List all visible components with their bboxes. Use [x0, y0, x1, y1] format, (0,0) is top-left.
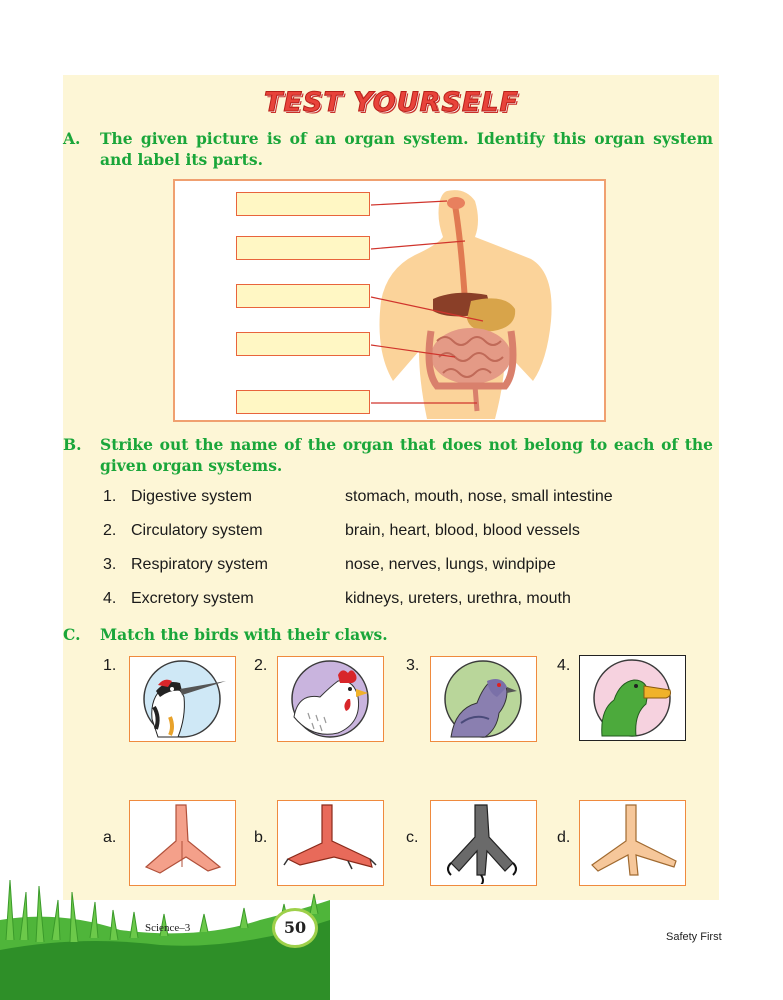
mouth-shape — [447, 197, 465, 209]
label-box-4[interactable] — [236, 332, 370, 356]
label-box-5[interactable] — [236, 390, 370, 414]
section-a-question: The given picture is of an organ system. Identify this organ system and label its parts. — [100, 129, 713, 169]
pigeon-icon — [431, 657, 535, 740]
label-box-2[interactable] — [236, 236, 370, 260]
bird-card-woodpecker[interactable] — [129, 656, 236, 742]
talon-claw-icon — [431, 801, 535, 884]
organ-system-name: Respiratory system — [131, 556, 268, 573]
section-c-letter: C. — [63, 625, 81, 644]
grass-decoration — [0, 840, 420, 1000]
anus-shape — [475, 386, 477, 411]
bird-card-duck[interactable] — [579, 655, 686, 741]
label-box-3[interactable] — [236, 284, 370, 308]
organ-system-name: Circulatory system — [131, 522, 263, 539]
hen-icon — [278, 657, 382, 740]
label-box-1[interactable] — [236, 192, 370, 216]
footer-series-name: Safety First — [666, 931, 722, 943]
item-number: 2. — [103, 522, 117, 539]
claw-card-d[interactable] — [579, 800, 686, 886]
section-c-heading — [63, 624, 713, 645]
claw-card-c[interactable] — [430, 800, 537, 886]
section-c-question: Match the birds with their claws. — [100, 625, 388, 644]
claw-label-b: b. — [254, 829, 268, 846]
digestive-system-diagram — [173, 179, 606, 422]
section-b-heading — [63, 434, 713, 476]
bird-card-pigeon[interactable] — [430, 656, 537, 742]
claw-label-d: d. — [557, 829, 571, 846]
page-number: 50 — [272, 908, 318, 948]
page-title: TEST YOURSELF — [264, 87, 519, 118]
footer-book-title: Science–3 — [145, 922, 191, 934]
woodpecker-icon — [130, 657, 234, 740]
organ-list[interactable]: stomach, mouth, nose, small intestine — [345, 488, 613, 505]
item-number: 4. — [103, 590, 117, 607]
section-b-question: Strike out the name of the organ that does not belong to each of the given organ systems. — [100, 435, 713, 475]
organ-system-name: Digestive system — [131, 488, 252, 505]
organ-system-name: Excretory system — [131, 590, 254, 607]
section-a-letter: A. — [63, 129, 81, 148]
pointer-line-1 — [371, 201, 447, 205]
bird-label-3: 3. — [406, 657, 420, 674]
organ-list[interactable]: nose, nerves, lungs, windpipe — [345, 556, 556, 573]
bird-label-4: 4. — [557, 657, 571, 674]
bird-card-hen[interactable] — [277, 656, 384, 742]
organ-list[interactable]: kidneys, ureters, urethra, mouth — [345, 590, 571, 607]
section-a-heading — [63, 128, 713, 170]
item-number: 3. — [103, 556, 117, 573]
item-number: 1. — [103, 488, 117, 505]
bird-label-1: 1. — [103, 657, 117, 674]
claw-label-c: c. — [406, 829, 419, 846]
organ-list[interactable]: brain, heart, blood, blood vessels — [345, 522, 580, 539]
section-b-letter: B. — [63, 435, 82, 454]
duck-icon — [580, 656, 684, 741]
claw-label-a: a. — [103, 829, 117, 846]
bird-label-2: 2. — [254, 657, 268, 674]
scratching-claw-icon — [580, 801, 684, 884]
